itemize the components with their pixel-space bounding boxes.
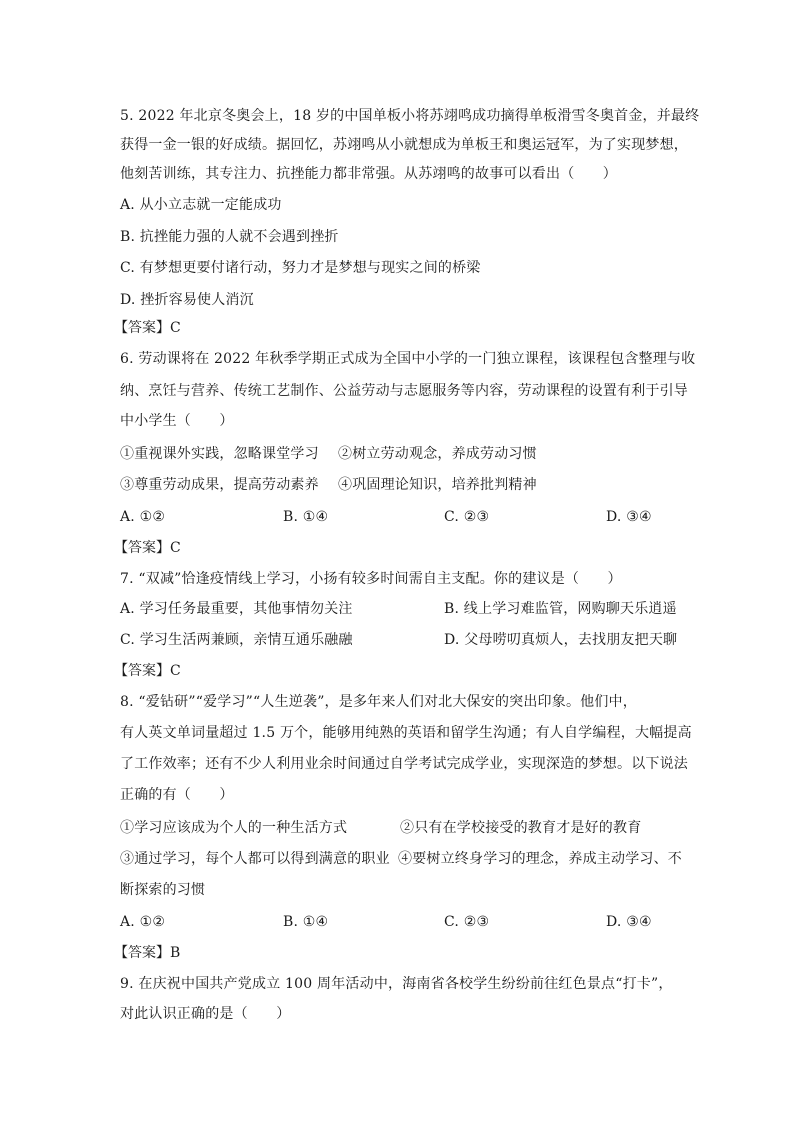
- question-8-option-d: D. ③④: [606, 914, 652, 930]
- question-6-stem-line-2: 纳、烹饪与营养、传统工艺制作、公益劳动与志愿服务等内容，劳动课程的设置有利于引导: [120, 383, 688, 399]
- question-6-stem-line-3: 中小学生（ ）: [120, 413, 234, 429]
- question-8-statement-4: ④要树立终身学习的理念，养成主动学习、不: [398, 851, 682, 867]
- question-5-option-d: D. 挫折容易使人消沉: [120, 292, 254, 308]
- question-8-statement-2: ②只有在学校接受的教育才是好的教育: [400, 820, 642, 836]
- question-9-stem-line-2: 对此认识正确的是（ ）: [120, 1006, 291, 1022]
- question-6-option-c: C. ②③: [444, 509, 490, 525]
- question-8-statement-3: ③通过学习，每个人都可以得到满意的职业: [120, 851, 390, 867]
- question-8-statement-1: ①学习应该成为个人的一种生活方式: [120, 820, 348, 836]
- question-5-stem-line-3: 他刻苦训练，其专注力、抗挫能力都非常强。从苏翊鸣的故事可以看出（ ）: [120, 166, 617, 182]
- question-8-option-c: C. ②③: [444, 914, 490, 930]
- question-8-stem-line-2: 有人英文单词量超过 1.5 万个，能够用纯熟的英语和留学生沟通；有人自学编程，大幅提高: [120, 725, 692, 741]
- question-6-statement-3: ③尊重劳动成果，提高劳动素养: [120, 477, 319, 493]
- question-5-stem-line-1: 5. 2022 年北京冬奥会上，18 岁的中国单板小将苏翊鸣成功摘得单板滑雪冬奥首金，并最终: [120, 108, 700, 124]
- question-8-answer: 【答案】B: [114, 945, 181, 961]
- question-6-statement-1: ①重视课外实践，忽略课堂学习: [120, 446, 319, 462]
- question-7-option-c: C. 学习生活两兼顾，亲情互通乐融融: [120, 632, 353, 648]
- question-6-option-b: B. ①④: [283, 509, 329, 525]
- question-5-answer: 【答案】C: [114, 320, 181, 336]
- question-7-answer: 【答案】C: [114, 663, 181, 679]
- question-8-stem-line-4: 正确的有（ ）: [120, 787, 234, 803]
- question-7-option-a: A. 学习任务最重要，其他事情勿关注: [120, 601, 353, 617]
- question-8-stem-line-3: 了工作效率；还有不少人利用业余时间通过自学考试完成学业，实现深造的梦想。以下说法: [120, 756, 688, 772]
- question-5-option-b: B. 抗挫能力强的人就不会遇到挫折: [120, 229, 339, 245]
- question-8-option-b: B. ①④: [283, 914, 329, 930]
- question-6-stem-line-1: 6. 劳动课将在 2022 年秋季学期正式成为全国中小学的一门独立课程，该课程包含整理与收: [120, 351, 696, 367]
- question-6-statement-4: ④巩固理论知识，培养批判精神: [338, 477, 537, 493]
- question-8-option-a: A. ①②: [120, 914, 166, 930]
- question-7-stem-line-1: 7. “双减”恰逢疫情线上学习，小扬有较多时间需自主支配。你的建议是（ ）: [120, 571, 622, 587]
- question-5-stem-line-2: 获得一金一银的好成绩。据回忆，苏翊鸣从小就想成为单板王和奥运冠军，为了实现梦想，: [120, 137, 688, 153]
- question-7-option-d: D. 父母唠叨真烦人，去找朋友把天聊: [444, 632, 678, 648]
- question-6-answer: 【答案】C: [114, 540, 181, 556]
- question-8-statement-4-continued: 断探索的习惯: [120, 882, 206, 898]
- question-6-statement-2: ②树立劳动观念，养成劳动习惯: [338, 446, 537, 462]
- question-7-option-b: B. 线上学习难监管，网购聊天乐逍遥: [444, 601, 677, 617]
- question-5-option-a: A. 从小立志就一定能成功: [120, 197, 282, 213]
- question-5-option-c: C. 有梦想更要付诸行动，努力才是梦想与现实之间的桥梁: [120, 260, 481, 276]
- question-6-option-a: A. ①②: [120, 509, 166, 525]
- question-8-stem-line-1: 8. “爱钻研”“爱学习”“人生逆袭”，是多年来人们对北大保安的突出印象。他们中，: [120, 694, 637, 710]
- question-6-option-d: D. ③④: [606, 509, 652, 525]
- question-9-stem-line-1: 9. 在庆祝中国共产党成立 100 周年活动中，海南省各校学生纷纷前往红色景点“打卡”，: [120, 976, 673, 992]
